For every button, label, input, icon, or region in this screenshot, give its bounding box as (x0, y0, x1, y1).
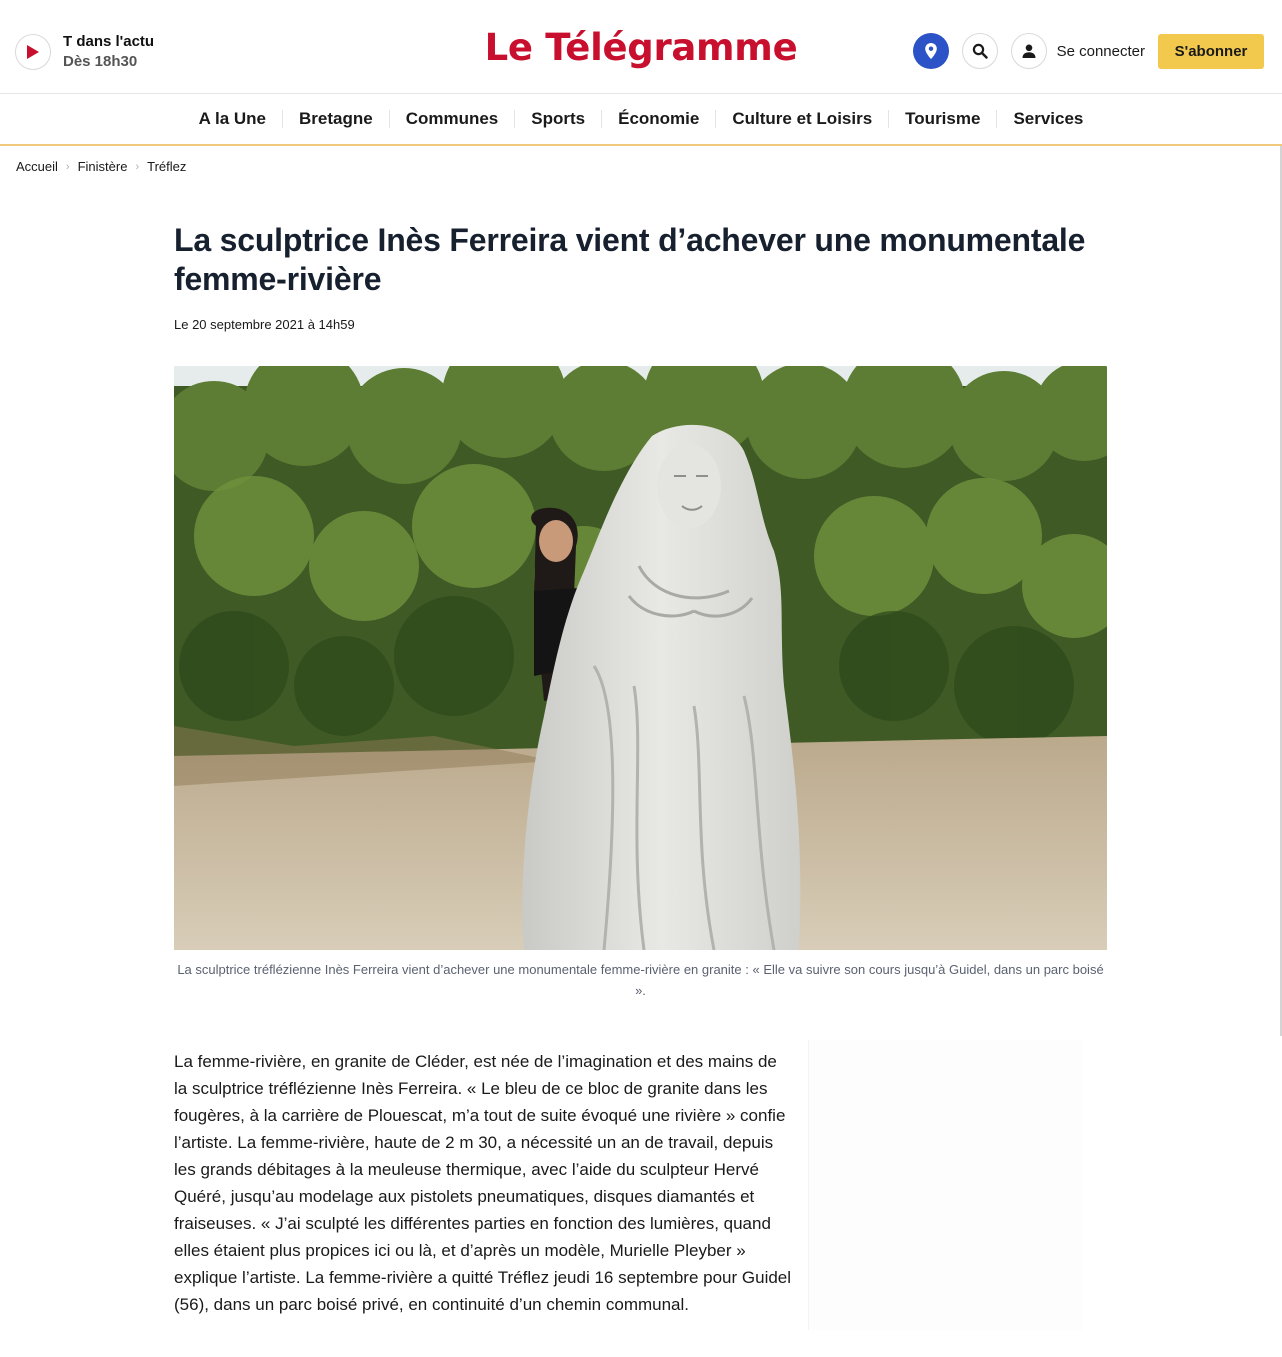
nav-item-a-la-une[interactable]: A la Une (198, 109, 266, 128)
chevron-right-icon: › (135, 160, 140, 173)
location-pin-icon (924, 42, 938, 60)
location-button[interactable] (913, 33, 949, 69)
article-date: Le 20 septembre 2021 à 14h59 (174, 317, 355, 332)
nav-item-culture-et-loisirs[interactable]: Culture et Loisirs (732, 109, 873, 128)
user-icon (1021, 43, 1037, 59)
live-show-time: Dès 18h30 (63, 53, 138, 70)
live-show-title: T dans l'actu (63, 33, 155, 50)
live-show-text (63, 32, 154, 72)
search-icon (972, 43, 988, 59)
ad-placeholder (808, 1040, 1083, 1330)
breadcrumb-item-accueil[interactable]: Accueil (16, 159, 58, 174)
sculpture-photo-illustration (174, 366, 1107, 950)
main-nav (0, 94, 1282, 146)
breadcrumb-item-finistere[interactable]: Finistère (77, 159, 128, 174)
nav-item-tourisme[interactable]: Tourisme (905, 109, 981, 128)
nav-item-sports[interactable]: Sports (531, 109, 586, 128)
photo-caption: La sculptrice tréflézienne Inès Ferreira vient d’achever une monumentale femme-rivière en granite : « Elle va suivre son cours jusqu’à Guidel, dans un parc boisé ». (177, 962, 1104, 998)
subscribe-button[interactable]: S'abonner (1158, 34, 1264, 69)
nav-item-bretagne[interactable]: Bretagne (299, 109, 373, 128)
chevron-right-icon: › (65, 160, 70, 173)
article-body: La femme-rivière, en granite de Cléder, est née de l’imagination et des mains de la sculptrice tréflézienne Inès Ferreira. « Le bleu de ce bloc de granite dans les fougères, à la carrière de Plouescat, m’a tout de suite évoqué une rivière » confie l’artiste. La femme-rivière, haute de 2 m 30, a nécessité un an de travail, depuis les grands débitages à la meuleuse thermique, avec l’aide du sculpteur Hervé Quéré, jusqu’au modelage aux pistolets pneumatiques, disques diamantés et fraiseuses. « J’ai sculpté les différentes parties en fonction des lumières, quand elles étaient plus propices ici ou là, et d’après un modèle, Murielle Pleyber » explique l’artiste. La femme-rivière a quitté Tréflez jeudi 16 septembre pour Guidel (56), dans un parc boisé privé, en continuité d’un chemin communal. (174, 1052, 792, 1314)
live-show-link[interactable] (15, 32, 154, 72)
article-title: La sculptrice Inès Ferreira vient d’achever une monumentale femme-rivière (174, 222, 1086, 297)
login-link[interactable]: Se connecter (1056, 42, 1145, 60)
site-header (0, 0, 1282, 94)
nav-item-economie[interactable]: Économie (618, 109, 700, 128)
search-button[interactable] (962, 33, 998, 69)
play-icon (26, 44, 40, 60)
header-actions (900, 33, 1264, 69)
site-logo[interactable]: Le Télégramme (484, 26, 798, 69)
breadcrumb (16, 159, 186, 174)
breadcrumb-item-treflez[interactable]: Tréflez (147, 159, 187, 174)
nav-item-services[interactable]: Services (1013, 109, 1084, 128)
nav-item-communes[interactable]: Communes (405, 109, 499, 128)
account-button[interactable] (1011, 33, 1047, 69)
article-photo (174, 366, 1107, 950)
play-button[interactable] (15, 34, 51, 70)
